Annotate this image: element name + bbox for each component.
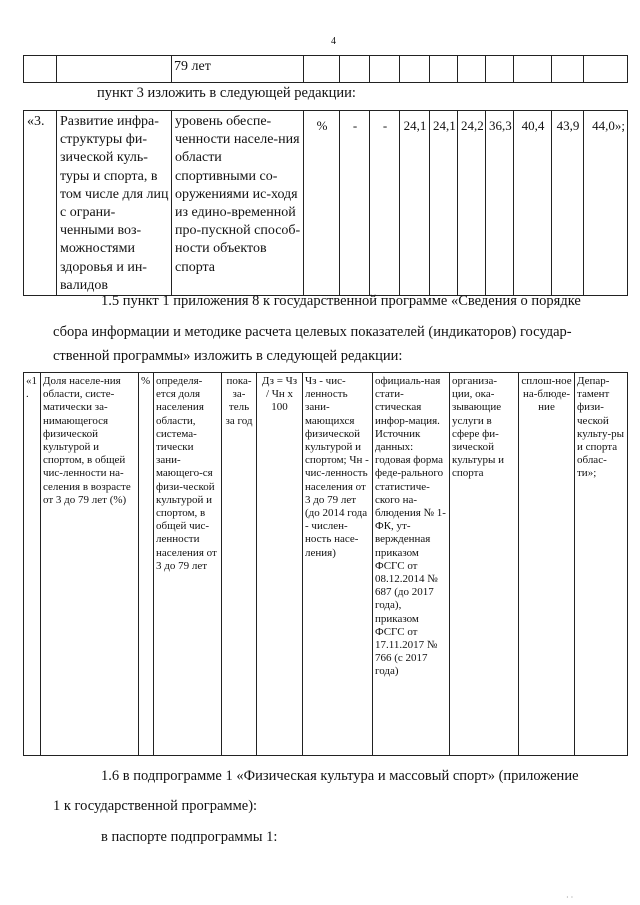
cell-value: 24,2 (458, 111, 486, 296)
table-row (24, 56, 628, 83)
table-row (24, 111, 628, 296)
cell-age-range: 79 лет (172, 56, 304, 83)
cell-value: - (370, 111, 400, 296)
cell-variables: Чз - чис-ленность зани-мающихся физической культурой и спортом; Чн - чис-ленность населения от 3 до 79 лет (до 2014 года - числен-ность насе-ления) (303, 373, 373, 756)
cell-unit: % (304, 111, 340, 296)
cell-number: «3. (24, 111, 57, 296)
cell-formula: Дз = Чз / Чн х 100 (257, 373, 303, 756)
table-continuation (23, 55, 628, 83)
cell-name: Развитие инфра-структуры фи-зической куль-туры и спорта, в том числе для лиц с ограни-ченными воз-можностями здоровья и ин-валидов (57, 111, 172, 296)
paragraph-passport: в паспорте подпрограммы 1: (101, 829, 278, 845)
paragraph-1-5-line-3: ственной программы» изложить в следующей редакции: (53, 348, 403, 364)
table-indicator-3 (23, 110, 628, 296)
cell-number: «1. (24, 373, 41, 756)
cell-source: официаль-ная стати-стическая инфор-мация. Источник данных: годовая форма феде-рального статистиче-ского на-блюдения № 1-ФК, ут-вержденная приказом ФСГС от 08.12.2014 № 687 (до 2017 года), приказом ФСГС от 17.11.2017 № 766 (с 2017 года) (373, 373, 450, 756)
scan-mark: · · (566, 893, 574, 902)
cell-value: - (340, 111, 370, 296)
cell-value: 24,1 (430, 111, 458, 296)
cell-collector: организа-ции, ока-зывающие услуги в сфере фи-зической культуры и спорта (450, 373, 519, 756)
paragraph-1-6-line-2: 1 к государственной программе): (53, 798, 258, 814)
cell-value: 44,0»; (584, 111, 628, 296)
cell-value: 43,9 (552, 111, 584, 296)
cell-indicator: уровень обеспе-ченности населе-ния области спортивными со-оружениями ис-ходя из едино-временной про-пускной способ-ности объектов спорта (172, 111, 304, 296)
cell-value: 24,1 (400, 111, 430, 296)
cell-periodicity: пока-за-тель за год (222, 373, 257, 756)
paragraph-1-5-line-2: сбора информации и методике расчета целевых показателей (индикаторов) государ- (53, 324, 572, 340)
cell-responsible: Депар-тамент физи-ческой культу-ры и спорта облас-ти»; (575, 373, 628, 756)
cell-value: 36,3 (486, 111, 514, 296)
cell-unit: % (139, 373, 154, 756)
page-number: 4 (331, 36, 336, 47)
intro-paragraph: пункт 3 изложить в следующей редакции: (97, 85, 356, 101)
table-row (24, 373, 628, 756)
cell-method: сплош-ное на-блюде-ние (519, 373, 575, 756)
table-methodology-1 (23, 372, 628, 756)
paragraph-1-6-line-1: 1.6 в подпрограмме 1 «Физическая культура и массовый спорт» (приложение (101, 768, 579, 784)
cell-value: 40,4 (514, 111, 552, 296)
cell-definition: определя-ется доля населения области, система-тически зани-мающего-ся физи-ческой культурой и спортом, в общей чис-ленности населения от 3 до 79 лет (154, 373, 222, 756)
cell-name: Доля населе-ния области, систе-матически за-нимающегося физической культурой и спортом, в общей чис-ленности на-селения в возрасте от 3 до 79 лет (%) (41, 373, 139, 756)
paragraph-1-5-line-1: 1.5 пункт 1 приложения 8 к государственной программе «Сведения о порядке (101, 293, 581, 309)
